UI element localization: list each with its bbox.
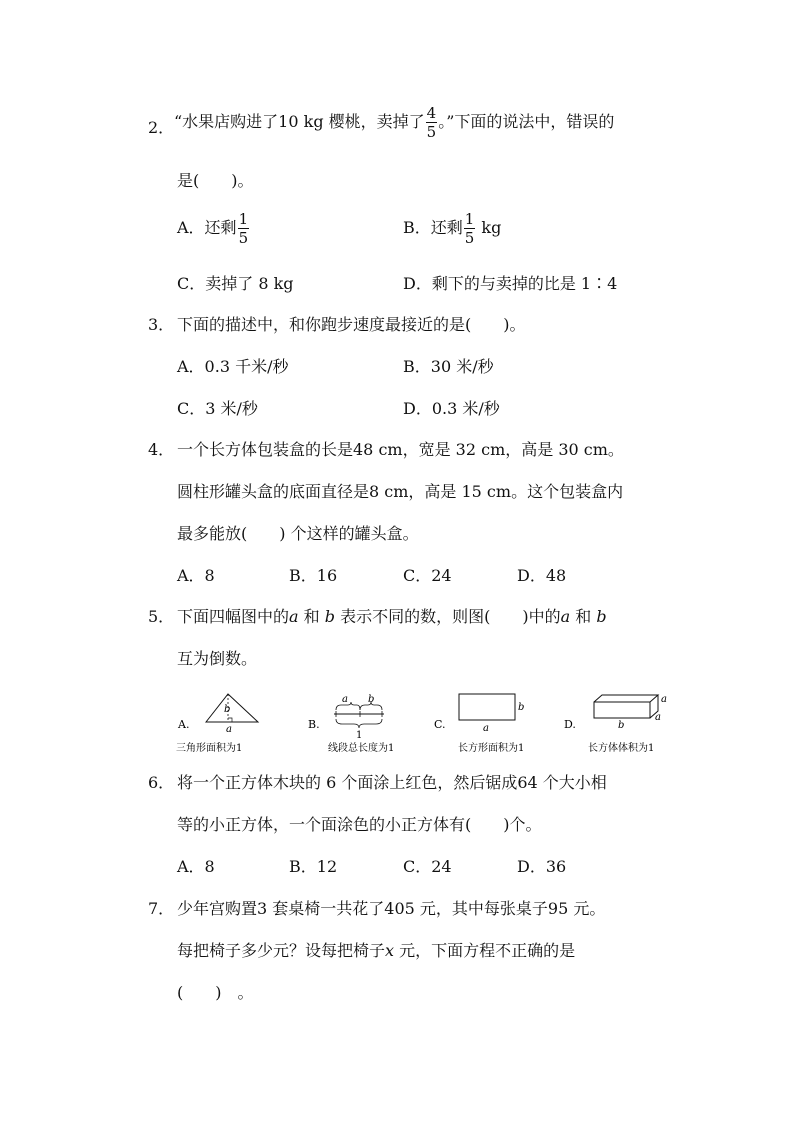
figure-a-right-angle [228, 718, 232, 722]
q2-option-c: C．卖掉了 8 kg [177, 274, 294, 293]
figure-d-var-a-side: a [655, 712, 661, 723]
figure-d-caption: 长方体体积为1 [588, 743, 655, 754]
figure-d-top [594, 695, 658, 702]
q4-option-c: C．24 [403, 566, 452, 585]
q6-option-d: D．36 [517, 857, 567, 876]
q2-option-a: A．还剩 $\frac{1}{5}$ [177, 210, 249, 247]
q2-stem-text-a: “水果店购进了10 kg 樱桃，卖掉了 [174, 112, 425, 131]
q5-stem-line1: 下面四幅图中的a 和 b 表示不同的数，则图( )中的a 和 b [177, 607, 607, 626]
figure-d-label: D. [564, 718, 576, 731]
q2-stem-line2: 是( )。 [177, 171, 254, 190]
figure-b-caption: 线段总长度为1 [328, 743, 395, 754]
figure-c-caption: 长方形面积为1 [458, 743, 525, 754]
figure-b-top-brace-2 [360, 702, 382, 710]
q4-number: 4． [148, 440, 175, 459]
q6-stem-line2: 等的小正方体，一个面涂色的小正方体有( )个。 [177, 815, 542, 834]
q6-option-c: C．24 [403, 857, 452, 876]
figure-a-caption: 三角形面积为1 [176, 743, 243, 754]
figure-b-one: 1 [356, 730, 363, 741]
q3-option-c: C．3 米/秒 [177, 399, 258, 418]
q5-number: 5． [148, 607, 175, 626]
figure-d-var-a-top: a [661, 694, 667, 705]
figure-b-var-b: b [368, 694, 375, 705]
q3-stem: 下面的描述中，和你跑步速度最接近的是( )。 [177, 315, 526, 334]
q2-stem-text-b: 。”下面的说法中，错误的 [438, 112, 615, 131]
figure-b-var-a: a [342, 694, 348, 705]
q4-stem-line2: 圆柱形罐头盒的底面直径是8 cm，高是 15 cm。这个包装盒内 [177, 482, 624, 501]
q2-option-d: D．剩下的与卖掉的比是 1∶4 [403, 274, 618, 293]
q3-option-d: D．0.3 米/秒 [403, 399, 500, 418]
q6-option-a: A．8 [177, 857, 215, 876]
q6-stem-line1: 将一个正方体木块的 6 个面涂上红色，然后锯成64 个大小相 [177, 773, 607, 792]
figure-b-label: B. [308, 718, 320, 731]
q7-stem-line2: 每把椅子多少元？设每把椅子x 元，下面方程不正确的是 [177, 941, 576, 960]
figure-d-front [594, 702, 650, 718]
q4-stem-line1: 一个长方体包装盒的长是48 cm，宽是 32 cm，高是 30 cm。 [177, 440, 624, 459]
q3-option-b: B．30 米/秒 [403, 357, 494, 376]
q6-number: 6． [148, 773, 175, 792]
q2-fraction: $\frac{4}{5}$ [426, 104, 437, 141]
q2-stem [174, 104, 614, 141]
q4-option-d: D．48 [517, 566, 567, 585]
q2-number: 2． [148, 118, 175, 137]
figure-c-var-a: a [483, 723, 489, 734]
q7-stem-line1: 少年宫购置3 套桌椅一共花了405 元，其中每张桌子95 元。 [177, 899, 606, 918]
figure-c-rectangle [459, 694, 515, 720]
figure-a-label: A. [178, 718, 190, 731]
q7-stem-line3: ( ) 。 [177, 983, 254, 1002]
figure-c-var-b: b [518, 702, 525, 713]
figure-a-var-b: b [224, 704, 231, 715]
figure-c-label: C. [434, 718, 446, 731]
q4-option-a: A．8 [177, 566, 215, 585]
q3-number: 3． [148, 315, 175, 334]
q2-option-b: B．还剩 $\frac{1}{5}$ kg [403, 210, 502, 247]
q7-number: 7． [148, 899, 175, 918]
q5-stem-line2: 互为倒数。 [177, 649, 258, 668]
figure-b-bottom-brace [336, 719, 382, 728]
q4-stem-line3: 最多能放( ) 个这样的罐头盒。 [177, 524, 419, 543]
q5-figures [170, 688, 670, 760]
figure-a-var-a: a [226, 724, 232, 735]
figure-b-top-brace [336, 702, 360, 710]
figure-d-var-b: b [618, 720, 625, 731]
q3-option-a: A．0.3 千米/秒 [177, 357, 289, 376]
q6-option-b: B．12 [289, 857, 338, 876]
q4-option-b: B．16 [289, 566, 338, 585]
